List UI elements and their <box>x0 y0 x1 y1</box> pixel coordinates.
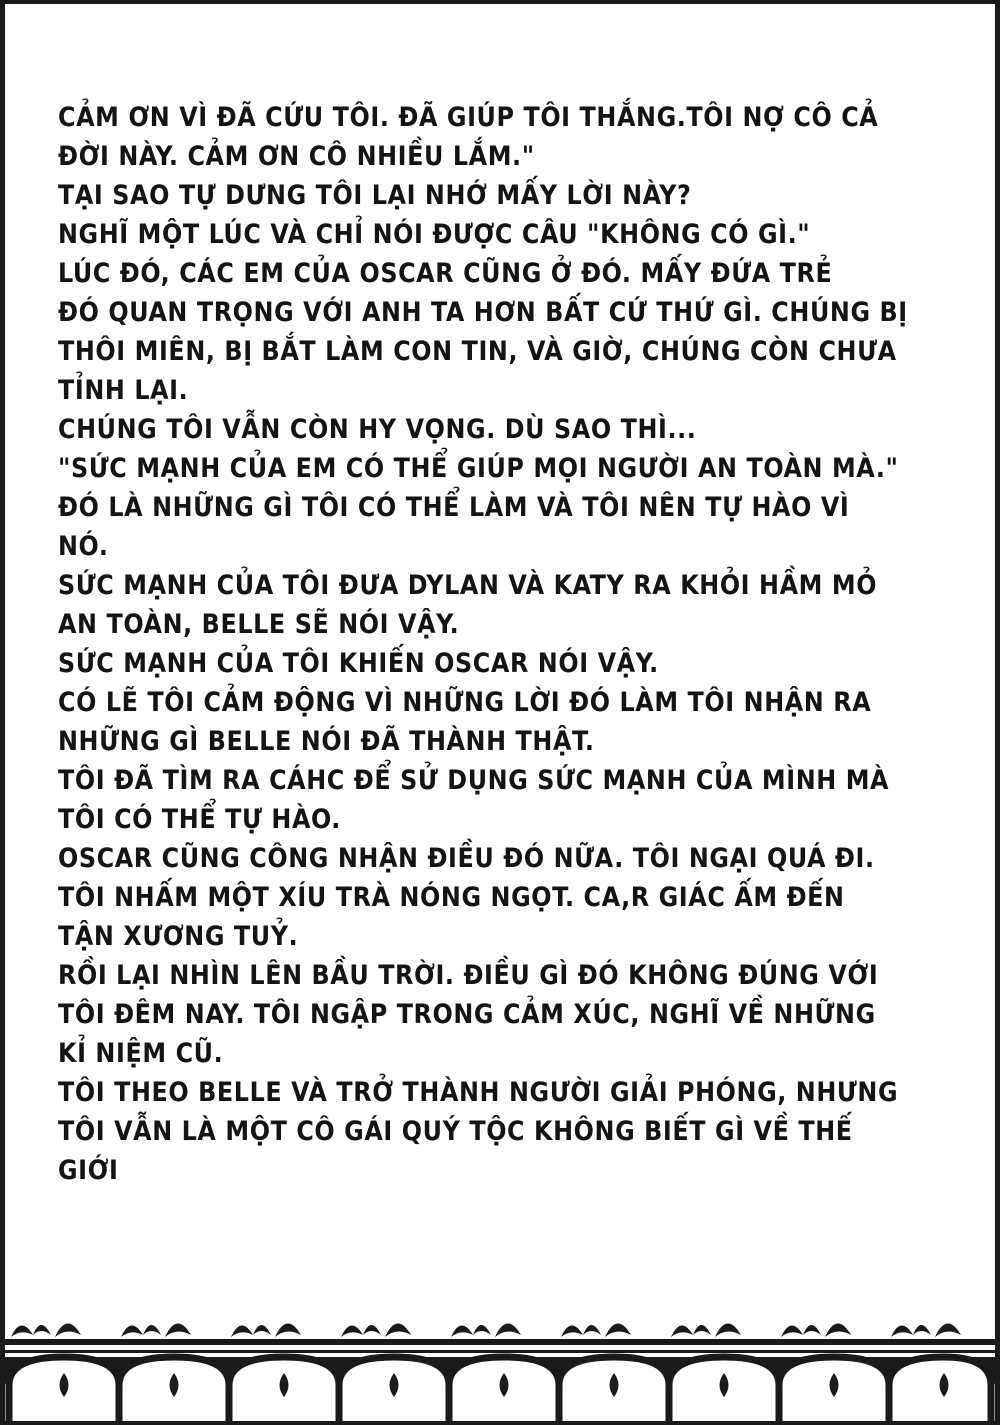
text-line: ĐÓ QUAN TRỌNG VỚI ANH TA HƠN BẤT CỨ THỨ GÌ. CHÚNG BỊ <box>58 297 908 328</box>
page-border-right <box>995 0 1000 1425</box>
text-line: LÚC ĐÓ, CÁC EM CỦA OSCAR CŨNG Ở ĐÓ. MẤY ĐỨA TRẺ <box>58 258 833 289</box>
text-line: RỒI LẠI NHÌN LÊN BẦU TRỜI. ĐIỀU GÌ ĐÓ KHÔNG ĐÚNG VỚI <box>58 960 879 991</box>
text-line: TÔI ĐÃ TÌM RA CÁHC ĐỂ SỬ DỤNG SỨC MẠNH CỦA MÌNH MÀ <box>58 765 890 796</box>
page-border-left <box>0 0 5 1425</box>
text-line: ĐÓ LÀ NHỮNG GÌ TÔI CÓ THỂ LÀM VÀ TÔI NÊN TỰ HÀO VÌ <box>58 492 850 523</box>
text-line: TÔI NHẤM MỘT XÍU TRÀ NÓNG NGỌT. CA,R GIÁC ẤM ĐẾN <box>58 882 845 913</box>
text-line: TÔI THEO BELLE VÀ TRỞ THÀNH NGƯỜI GIẢI PHÓNG, NHƯNG <box>58 1077 899 1108</box>
text-line: TÔI CÓ THỂ TỰ HÀO. <box>58 804 341 835</box>
text-line: OSCAR CŨNG CÔNG NHẬN ĐIỀU ĐÓ NỮA. TÔI NGẠI QUÁ ĐI. <box>58 843 875 874</box>
page-border-top <box>0 0 1000 4</box>
text-line: THÔI MIÊN, BỊ BẮT LÀM CON TIN, VÀ GIỜ, CHÚNG CÒN CHƯA <box>58 336 897 367</box>
decorative-arch-border-svg <box>5 1299 995 1421</box>
text-line: NHỮNG GÌ BELLE NÓI ĐÃ THÀNH THẬT. <box>58 726 595 757</box>
page-border-bottom <box>0 1421 1000 1425</box>
text-line: TẠI SAO TỰ DƯNG TÔI LẠI NHỚ MẤY LỜI NÀY? <box>58 180 692 211</box>
text-line: AN TOÀN, BELLE SẼ NÓI VẬY. <box>58 609 460 640</box>
text-line: TÔI ĐÊM NAY. TÔI NGẬP TRONG CẢM XÚC, NGHĨ VỀ NHỮNG <box>58 999 876 1030</box>
text-line: SỨC MẠNH CỦA TÔI ĐƯA DYLAN VÀ KATY RA KHỎI HẦM MỎ <box>58 570 878 601</box>
text-line: SỨC MẠNH CỦA TÔI KHIẾN OSCAR NÓI VẬY. <box>58 648 659 679</box>
text-line: TỈNH LẠI. <box>58 375 189 406</box>
text-line: KỈ NIỆM CŨ. <box>58 1038 224 1069</box>
narration-text-block <box>58 98 946 1190</box>
text-line: GIỚI <box>58 1155 119 1186</box>
text-line: "SỨC MẠNH CỦA EM CÓ THỂ GIÚP MỌI NGƯỜI AN TOÀN MÀ." <box>58 453 899 484</box>
text-line: NÓ. <box>58 531 109 562</box>
text-line: CÓ LẼ TÔI CẢM ĐỘNG VÌ NHỮNG LỜI ĐÓ LÀM TÔI NHẬN RA <box>58 687 872 718</box>
text-line: TẬN XƯƠNG TUỶ. <box>58 921 299 952</box>
text-line: TÔI VẪN LÀ MỘT CÔ GÁI QUÝ TỘC KHÔNG BIẾT GÌ VỀ THẾ <box>58 1116 853 1147</box>
text-line: ĐỜI NÀY. CẢM ƠN CÔ NHIỀU LẮM." <box>58 141 535 172</box>
text-line: CHÚNG TÔI VẪN CÒN HY VỌNG. DÙ SAO THÌ... <box>58 414 697 445</box>
decorative-arch-border <box>5 1299 995 1421</box>
text-line: NGHĨ MỘT LÚC VÀ CHỈ NÓI ĐƯỢC CÂU "KHÔNG CÓ GÌ." <box>58 219 811 250</box>
text-line: CẢM ƠN VÌ ĐÃ CỨU TÔI. ĐÃ GIÚP TÔI THẮNG.TÔI NỢ CÔ CẢ <box>58 102 879 133</box>
